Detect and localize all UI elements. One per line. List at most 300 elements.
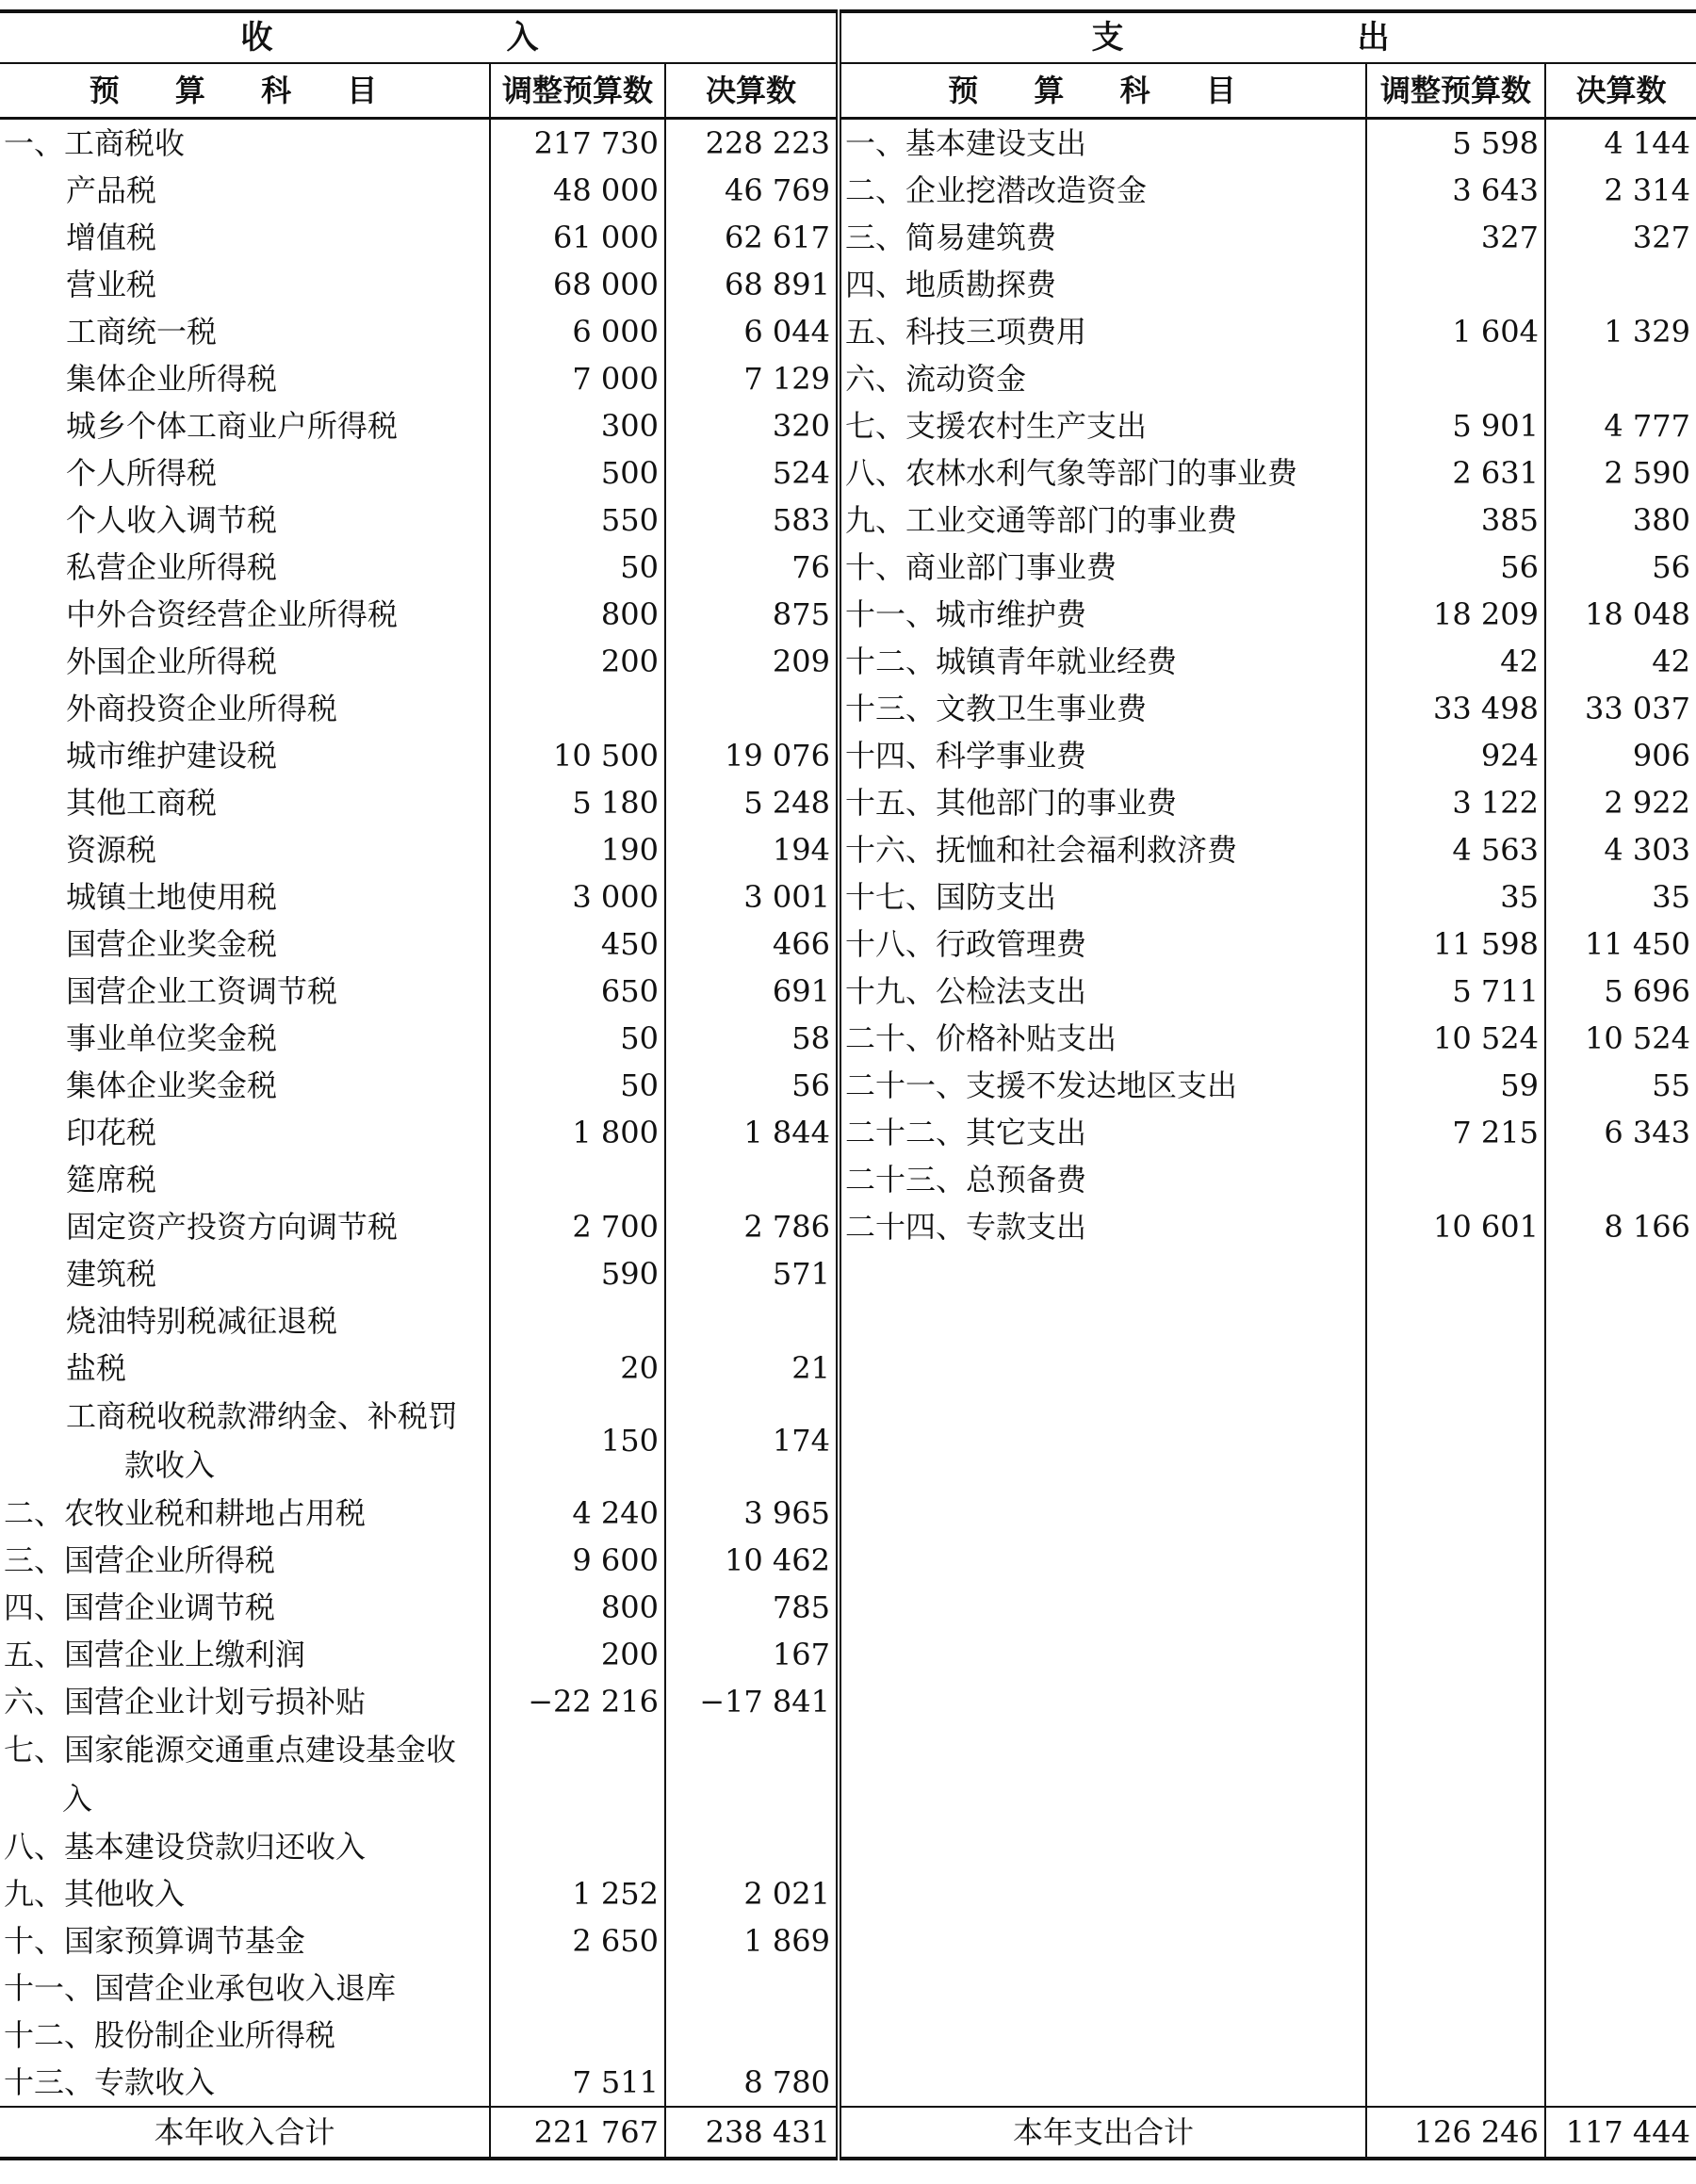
expense-empty-cell — [1545, 1345, 1696, 1392]
income-item-name — [0, 1392, 490, 1490]
income-final-value: 524 — [665, 449, 839, 497]
expense-adjusted-value: 10 524 — [1366, 1015, 1545, 1062]
expense-empty-cell — [1366, 1345, 1545, 1392]
income-item-name: 外国企业所得税 — [66, 644, 278, 679]
income-final-value: 875 — [665, 591, 839, 638]
expense-empty-cell — [1545, 1917, 1696, 1964]
income-final-value: 466 — [665, 921, 839, 968]
expense-empty-cell — [839, 1823, 1366, 1870]
expense-adjusted-value: 56 — [1366, 544, 1545, 591]
table-row — [0, 873, 1696, 921]
income-adjusted-value: 7 511 — [490, 2059, 665, 2107]
income-final-value: 21 — [665, 1345, 839, 1392]
expense-empty-cell — [1366, 1297, 1545, 1345]
table-row — [0, 1109, 1696, 1156]
expense-empty-cell — [1366, 1631, 1545, 1678]
expense-item-name: 二十四、专款支出 — [839, 1203, 1366, 1250]
expense-final-value: 2 314 — [1545, 167, 1696, 214]
income-adjusted-value: 6 000 — [490, 308, 665, 355]
income-final-value: 3 965 — [665, 1490, 839, 1537]
table-row — [0, 1870, 1696, 1917]
expense-empty-cell — [839, 1964, 1366, 2012]
income-item-name: 十三、专款收入 — [4, 2064, 216, 2100]
expense-adjusted-value: 11 598 — [1366, 921, 1545, 968]
expense-section-title: 支 出 — [839, 11, 1696, 63]
income-item-name-line2: 入 — [62, 1781, 93, 1817]
income-final-value — [665, 1964, 839, 2012]
income-adjusted-value: 200 — [490, 638, 665, 685]
expense-total-final: 117 444 — [1545, 2107, 1696, 2159]
income-final-value: 1 869 — [665, 1917, 839, 1964]
income-adjusted-value: 2 650 — [490, 1917, 665, 1964]
income-final-value: 8 780 — [665, 2059, 839, 2107]
expense-total-label: 本年支出合计 — [839, 2107, 1366, 2159]
income-final-value: 56 — [665, 1062, 839, 1109]
expense-adjusted-value: 924 — [1366, 732, 1545, 779]
table-row — [0, 1203, 1696, 1250]
table-row — [0, 544, 1696, 591]
table-row — [0, 1823, 1696, 1870]
expense-adjusted-value: 3 643 — [1366, 167, 1545, 214]
table-row — [0, 1156, 1696, 1203]
expense-item-name: 十五、其他部门的事业费 — [839, 779, 1366, 826]
income-adjusted-value: 3 000 — [490, 873, 665, 921]
income-final-value: 209 — [665, 638, 839, 685]
table-row — [0, 1631, 1696, 1678]
income-adjusted-value: 7 000 — [490, 355, 665, 402]
income-final-value: 62 617 — [665, 214, 839, 261]
income-item-name: 私营企业所得税 — [66, 549, 278, 585]
table-row — [0, 1725, 1696, 1823]
expense-final-value: 327 — [1545, 214, 1696, 261]
table-row — [0, 1345, 1696, 1392]
income-adjusted-value: 650 — [490, 968, 665, 1015]
expense-adjusted-value — [1366, 1156, 1545, 1203]
income-adjusted-value: 1 252 — [490, 1870, 665, 1917]
income-item-name: 事业单位奖金税 — [66, 1020, 278, 1056]
income-final-value — [665, 685, 839, 732]
income-final-value — [665, 1297, 839, 1345]
income-final-value: 320 — [665, 402, 839, 449]
income-item-name: 三、国营企业所得税 — [4, 1542, 276, 1578]
income-adjusted-value: 5 180 — [490, 779, 665, 826]
expense-adjusted-value: 2 631 — [1366, 449, 1545, 497]
expense-item-name: 十一、城市维护费 — [839, 591, 1366, 638]
expense-empty-cell — [839, 1392, 1366, 1490]
income-item-name: 建筑税 — [66, 1256, 157, 1292]
expense-adjusted-value: 3 122 — [1366, 779, 1545, 826]
income-adjusted-value: 61 000 — [490, 214, 665, 261]
income-adjusted-value: 10 500 — [490, 732, 665, 779]
income-item-name: 其他工商税 — [66, 785, 218, 821]
expense-item-name: 十三、文教卫生事业费 — [839, 685, 1366, 732]
expense-empty-cell — [1545, 1297, 1696, 1345]
expense-empty-cell — [1366, 1870, 1545, 1917]
expense-final-value: 4 144 — [1545, 119, 1696, 168]
income-final-value: 6 044 — [665, 308, 839, 355]
income-item-name: 印花税 — [66, 1115, 157, 1150]
expense-adjusted-value: 42 — [1366, 638, 1545, 685]
expense-item-name: 九、工业交通等部门的事业费 — [839, 497, 1366, 544]
table-row — [0, 497, 1696, 544]
income-item-name-line1: 七、国家能源交通重点建设基金收 — [4, 1732, 457, 1768]
expense-item-name: 二十二、其它支出 — [839, 1109, 1366, 1156]
income-adjusted-value — [490, 1297, 665, 1345]
table-row — [0, 1490, 1696, 1537]
income-adjusted-value: 450 — [490, 921, 665, 968]
income-item-name: 国营企业工资调节税 — [66, 973, 338, 1009]
expense-empty-cell — [1366, 1917, 1545, 1964]
income-final-value — [665, 1156, 839, 1203]
expense-final-value: 2 590 — [1545, 449, 1696, 497]
expense-empty-cell — [1545, 2059, 1696, 2107]
table-row — [0, 779, 1696, 826]
expense-empty-cell — [1545, 1631, 1696, 1678]
income-adjusted-value: 150 — [490, 1392, 665, 1490]
income-item-name: 盐税 — [66, 1350, 127, 1386]
income-item-name: 烧油特别税减征退税 — [66, 1303, 338, 1339]
income-item-name: 增值税 — [66, 220, 157, 255]
income-final-value: 167 — [665, 1631, 839, 1678]
expense-final-value: 4 777 — [1545, 402, 1696, 449]
expense-empty-cell — [1545, 1678, 1696, 1725]
income-adjusted-value: 550 — [490, 497, 665, 544]
income-adjusted-value: 9 600 — [490, 1537, 665, 1584]
income-adjusted-value: 200 — [490, 1631, 665, 1678]
income-final-value: 228 223 — [665, 119, 839, 168]
expense-item-name: 五、科技三项费用 — [839, 308, 1366, 355]
income-adjusted-value: 2 700 — [490, 1203, 665, 1250]
income-item-name: 外商投资企业所得税 — [66, 691, 338, 726]
expense-final-value: 55 — [1545, 1062, 1696, 1109]
income-item-name — [0, 1725, 490, 1823]
table-row — [0, 214, 1696, 261]
income-final-value: 5 248 — [665, 779, 839, 826]
table-row — [0, 1062, 1696, 1109]
table-row — [0, 2012, 1696, 2059]
income-item-name: 筵席税 — [66, 1162, 157, 1198]
income-total-final: 238 431 — [665, 2107, 839, 2159]
totals-row — [0, 2107, 1696, 2159]
expense-item-name: 三、简易建筑费 — [839, 214, 1366, 261]
expense-empty-cell — [1545, 1823, 1696, 1870]
income-item-name: 集体企业所得税 — [66, 361, 278, 397]
expense-empty-cell — [1366, 1537, 1545, 1584]
expense-empty-cell — [1366, 1392, 1545, 1490]
income-item-name: 二、农牧业税和耕地占用税 — [4, 1495, 367, 1531]
income-adjusted-value — [490, 685, 665, 732]
expense-empty-cell — [839, 1250, 1366, 1297]
table-row — [0, 732, 1696, 779]
income-adjusted-value — [490, 1823, 665, 1870]
income-adjusted-value: 300 — [490, 402, 665, 449]
expense-adjusted-value: 327 — [1366, 214, 1545, 261]
income-item-name: 十一、国营企业承包收入退库 — [4, 1970, 397, 2006]
expense-item-name: 十九、公检法支出 — [839, 968, 1366, 1015]
expense-adjusted-value — [1366, 261, 1545, 308]
income-total-label: 本年收入合计 — [0, 2107, 490, 2159]
income-item-name: 产品税 — [66, 172, 157, 208]
expense-adjusted-value: 5 711 — [1366, 968, 1545, 1015]
income-adjusted-value — [490, 2012, 665, 2059]
income-item-name: 资源税 — [66, 832, 157, 868]
table-row — [0, 968, 1696, 1015]
income-adjusted-value: 50 — [490, 1062, 665, 1109]
expense-empty-cell — [1366, 1490, 1545, 1537]
table-row — [0, 1250, 1696, 1297]
expense-final-value: 1 329 — [1545, 308, 1696, 355]
expense-item-name: 八、农林水利气象等部门的事业费 — [839, 449, 1366, 497]
income-final-value: 174 — [665, 1392, 839, 1490]
income-item-name: 九、其他收入 — [4, 1876, 186, 1912]
expense-empty-cell — [1545, 1584, 1696, 1631]
income-item-name: 城乡个体工商业户所得税 — [66, 408, 399, 444]
expense-item-name: 二十、价格补贴支出 — [839, 1015, 1366, 1062]
expense-adjusted-value: 33 498 — [1366, 685, 1545, 732]
expense-adjusted-value — [1366, 355, 1545, 402]
table-row — [0, 261, 1696, 308]
income-total-adjusted: 221 767 — [490, 2107, 665, 2159]
income-final-value: 10 462 — [665, 1537, 839, 1584]
expense-item-name: 四、地质勘探费 — [839, 261, 1366, 308]
income-item-name: 工商统一税 — [66, 314, 218, 350]
expense-final-value: 10 524 — [1545, 1015, 1696, 1062]
table-row — [0, 2059, 1696, 2107]
expense-item-name: 二、企业挖潜改造资金 — [839, 167, 1366, 214]
expense-final-value: 33 037 — [1545, 685, 1696, 732]
income-final-value: 571 — [665, 1250, 839, 1297]
table-row — [0, 1537, 1696, 1584]
table-row — [0, 1015, 1696, 1062]
income-final-value: 19 076 — [665, 732, 839, 779]
expense-empty-cell — [839, 1345, 1366, 1392]
expense-adjusted-value: 59 — [1366, 1062, 1545, 1109]
income-final-value: −17 841 — [665, 1678, 839, 1725]
expense-final-value: 56 — [1545, 544, 1696, 591]
table-row — [0, 826, 1696, 873]
income-item-name: 六、国营企业计划亏损补贴 — [4, 1684, 367, 1719]
expense-item-name: 七、支援农村生产支出 — [839, 402, 1366, 449]
income-adjusted-value: 68 000 — [490, 261, 665, 308]
expense-item-name: 十四、科学事业费 — [839, 732, 1366, 779]
income-item-name: 国营企业奖金税 — [66, 926, 278, 962]
income-item-name: 个人所得税 — [66, 455, 218, 491]
expense-empty-cell — [1545, 1392, 1696, 1490]
income-section-title: 收 入 — [0, 11, 839, 63]
income-final-header: 决算数 — [665, 63, 839, 119]
income-final-value — [665, 1823, 839, 1870]
table-row — [0, 449, 1696, 497]
table-row — [0, 1584, 1696, 1631]
expense-adjusted-value: 5 901 — [1366, 402, 1545, 449]
expense-final-value: 906 — [1545, 732, 1696, 779]
table-row — [0, 1964, 1696, 2012]
expense-empty-cell — [839, 1678, 1366, 1725]
income-item-name-line1: 工商税收税款滞纳金、补税罚 — [66, 1398, 459, 1434]
income-adjusted-value — [490, 1156, 665, 1203]
expense-item-name: 六、流动资金 — [839, 355, 1366, 402]
expense-item-name: 一、基本建设支出 — [839, 119, 1366, 168]
table-row — [0, 167, 1696, 214]
expense-adjusted-value: 4 563 — [1366, 826, 1545, 873]
expense-final-value: 42 — [1545, 638, 1696, 685]
income-item-name: 集体企业奖金税 — [66, 1068, 278, 1103]
expense-empty-cell — [1366, 1678, 1545, 1725]
income-item-header: 预 算 科 目 — [0, 63, 490, 119]
expense-item-name: 十七、国防支出 — [839, 873, 1366, 921]
expense-final-value: 4 303 — [1545, 826, 1696, 873]
income-adjusted-value: 190 — [490, 826, 665, 873]
income-adjusted-value: 800 — [490, 1584, 665, 1631]
income-adjusted-value: 48 000 — [490, 167, 665, 214]
expense-final-value: 18 048 — [1545, 591, 1696, 638]
income-item-name: 一、工商税收 — [4, 125, 186, 161]
income-item-name: 十二、股份制企业所得税 — [4, 2017, 336, 2053]
expense-empty-cell — [1545, 1537, 1696, 1584]
expense-adjusted-value: 385 — [1366, 497, 1545, 544]
expense-empty-cell — [839, 2012, 1366, 2059]
income-adjusted-value: 800 — [490, 591, 665, 638]
table-row — [0, 591, 1696, 638]
expense-empty-cell — [839, 1917, 1366, 1964]
expense-empty-cell — [1545, 1250, 1696, 1297]
income-item-name: 营业税 — [66, 267, 157, 302]
income-adjusted-value: 217 730 — [490, 119, 665, 168]
table-row — [0, 1297, 1696, 1345]
expense-adjusted-value: 35 — [1366, 873, 1545, 921]
income-adjusted-value: 4 240 — [490, 1490, 665, 1537]
expense-item-name: 十六、抚恤和社会福利救济费 — [839, 826, 1366, 873]
expense-empty-cell — [839, 1537, 1366, 1584]
expense-final-header: 决算数 — [1545, 63, 1696, 119]
expense-item-name: 十八、行政管理费 — [839, 921, 1366, 968]
income-final-value: 58 — [665, 1015, 839, 1062]
expense-item-name: 二十一、支援不发达地区支出 — [839, 1062, 1366, 1109]
income-adjusted-value: 590 — [490, 1250, 665, 1297]
expense-empty-cell — [839, 1584, 1366, 1631]
income-item-name: 十、国家预算调节基金 — [4, 1923, 306, 1959]
table-row — [0, 119, 1696, 168]
table-row — [0, 921, 1696, 968]
expense-empty-cell — [1366, 1250, 1545, 1297]
income-adjusted-header: 调整预算数 — [490, 63, 665, 119]
expense-empty-cell — [839, 2059, 1366, 2107]
expense-empty-cell — [1545, 1870, 1696, 1917]
expense-empty-cell — [839, 1297, 1366, 1345]
expense-empty-cell — [1366, 1964, 1545, 2012]
table-row — [0, 638, 1696, 685]
budget-table-body — [0, 119, 1696, 2108]
expense-final-value: 11 450 — [1545, 921, 1696, 968]
income-item-name: 八、基本建设贷款归还收入 — [4, 1829, 367, 1865]
income-adjusted-value: 20 — [490, 1345, 665, 1392]
income-adjusted-value: 500 — [490, 449, 665, 497]
expense-adjusted-value: 18 209 — [1366, 591, 1545, 638]
income-final-value: 7 129 — [665, 355, 839, 402]
income-final-value: 785 — [665, 1584, 839, 1631]
income-item-name: 固定资产投资方向调节税 — [66, 1209, 399, 1245]
expense-empty-cell — [1366, 2012, 1545, 2059]
expense-empty-cell — [1366, 1823, 1545, 1870]
income-item-name: 城镇土地使用税 — [66, 879, 278, 915]
expense-adjusted-header: 调整预算数 — [1366, 63, 1545, 119]
table-row — [0, 402, 1696, 449]
expense-total-adjusted: 126 246 — [1366, 2107, 1545, 2159]
income-final-value — [665, 2012, 839, 2059]
income-final-value: 194 — [665, 826, 839, 873]
expense-final-value: 6 343 — [1545, 1109, 1696, 1156]
expense-adjusted-value: 1 604 — [1366, 308, 1545, 355]
income-final-value — [665, 1725, 839, 1823]
expense-empty-cell — [839, 1725, 1366, 1823]
expense-empty-cell — [839, 1631, 1366, 1678]
income-final-value: 583 — [665, 497, 839, 544]
expense-empty-cell — [839, 1490, 1366, 1537]
table-row — [0, 308, 1696, 355]
income-final-value: 2 021 — [665, 1870, 839, 1917]
expense-empty-cell — [1545, 1490, 1696, 1537]
expense-adjusted-value: 5 598 — [1366, 119, 1545, 168]
income-adjusted-value: 50 — [490, 1015, 665, 1062]
expense-empty-cell — [1545, 1964, 1696, 2012]
income-final-value: 2 786 — [665, 1203, 839, 1250]
income-item-name: 城市维护建设税 — [66, 738, 278, 774]
table-row — [0, 355, 1696, 402]
expense-final-value: 2 922 — [1545, 779, 1696, 826]
income-item-name: 中外合资经营企业所得税 — [66, 596, 399, 632]
expense-final-value — [1545, 1156, 1696, 1203]
expense-item-header: 预 算 科 目 — [839, 63, 1366, 119]
income-final-value: 691 — [665, 968, 839, 1015]
expense-item-name: 二十三、总预备费 — [839, 1156, 1366, 1203]
expense-final-value: 5 696 — [1545, 968, 1696, 1015]
income-item-name: 个人收入调节税 — [66, 502, 278, 538]
expense-empty-cell — [1366, 1584, 1545, 1631]
expense-item-name: 十二、城镇青年就业经费 — [839, 638, 1366, 685]
expense-empty-cell — [1366, 2059, 1545, 2107]
income-adjusted-value: 1 800 — [490, 1109, 665, 1156]
expense-final-value: 8 166 — [1545, 1203, 1696, 1250]
income-item-name: 四、国营企业调节税 — [4, 1589, 276, 1625]
income-adjusted-value — [490, 1964, 665, 2012]
income-item-name-line2: 款收入 — [124, 1447, 216, 1483]
expense-empty-cell — [1545, 1725, 1696, 1823]
table-row — [0, 685, 1696, 732]
income-final-value: 68 891 — [665, 261, 839, 308]
income-adjusted-value: −22 216 — [490, 1678, 665, 1725]
income-item-name: 五、国营企业上缴利润 — [4, 1637, 306, 1672]
expense-adjusted-value: 7 215 — [1366, 1109, 1545, 1156]
expense-final-value — [1545, 261, 1696, 308]
income-final-value: 3 001 — [665, 873, 839, 921]
income-final-value: 76 — [665, 544, 839, 591]
expense-empty-cell — [839, 1870, 1366, 1917]
table-row — [0, 1392, 1696, 1490]
expense-final-value — [1545, 355, 1696, 402]
expense-final-value: 380 — [1545, 497, 1696, 544]
expense-adjusted-value: 10 601 — [1366, 1203, 1545, 1250]
expense-item-name: 十、商业部门事业费 — [839, 544, 1366, 591]
expense-empty-cell — [1545, 2012, 1696, 2059]
budget-table — [0, 9, 1696, 2160]
table-row — [0, 1678, 1696, 1725]
income-final-value: 1 844 — [665, 1109, 839, 1156]
income-adjusted-value — [490, 1725, 665, 1823]
table-row — [0, 1917, 1696, 1964]
expense-final-value: 35 — [1545, 873, 1696, 921]
income-adjusted-value: 50 — [490, 544, 665, 591]
expense-empty-cell — [1366, 1725, 1545, 1823]
